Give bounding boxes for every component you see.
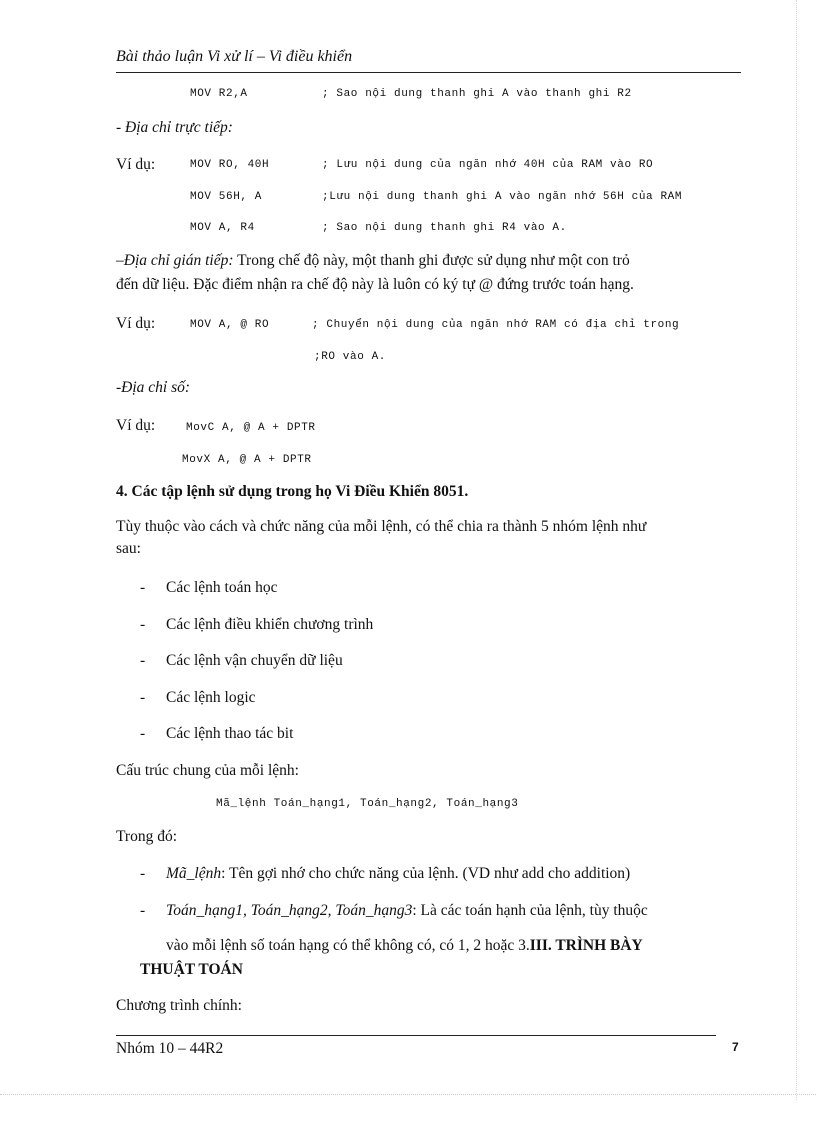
list-item: - [140, 865, 146, 882]
section-heading: 4. Các tập lệnh sử dụng trong họ Vi Điều Khiển 8051. [116, 483, 469, 500]
indirect-text: Trong chế độ này, một thanh ghi được sử dụng như một con trỏ [233, 252, 630, 269]
list-item: - [140, 652, 146, 669]
definition-text: : Là các toán hạnh của lệnh, tùy thuộc [412, 902, 648, 919]
example-label: Ví dụ: [116, 417, 156, 434]
page-bottom-dotted-rule [0, 1094, 816, 1095]
list-item: - [140, 616, 146, 633]
definition-term: Toán_hạng1, Toán_hạng2, Toán_hạng3 [166, 902, 413, 919]
code-comment: ; Sao nội dung thanh ghi A vào thanh ghi R2 [322, 88, 632, 100]
code-line: MOV 56H, A [190, 191, 263, 203]
example-label: Ví dụ: [116, 315, 156, 332]
list-item-text: Các lệnh logic [166, 689, 256, 706]
definition-term: Mã_lệnh [166, 865, 222, 882]
page-header-title: Bài thảo luận Vi xử lí – Vi điều khiển [116, 48, 353, 65]
structure-label: Cấu trúc chung của mỗi lệnh: [116, 762, 299, 779]
indexed-address-label: -Địa chỉ số: [116, 379, 191, 396]
footer-group: Nhóm 10 – 44R2 [116, 1040, 224, 1057]
definition-text: vào mỗi lệnh số toán hạng có thể không có, có 1, 2 hoặc 3. [166, 937, 530, 954]
page-number: 7 [732, 1040, 739, 1054]
code-comment: ; Lưu nội dung của ngăn nhớ 40H của RAM vào RO [322, 159, 654, 171]
intro-paragraph-line2: sau: [116, 540, 141, 557]
indirect-paragraph-line2: đến dữ liệu. Đặc điểm nhận ra chế độ này là luôn có ký tự @ đứng trước toán hạng. [116, 276, 634, 293]
code-comment: ; Sao nội dung thanh ghi R4 vào A. [322, 222, 567, 234]
where-label: Trong đó: [116, 828, 178, 845]
direct-address-label: - Địa chỉ trực tiếp: [116, 119, 233, 136]
list-item: - [140, 725, 146, 742]
indirect-paragraph-line1 [116, 252, 630, 270]
definition-line [166, 902, 648, 920]
section-heading-continued: THUẬT TOÁN [140, 961, 243, 978]
code-line: MOV RO, 40H [190, 159, 270, 171]
code-line: MovC A, @ A + DPTR [186, 422, 316, 434]
section-heading: III. TRÌNH BÀY [529, 937, 643, 954]
code-line: MOV A, @ RO [190, 319, 270, 331]
example-label: Ví dụ: [116, 156, 156, 173]
list-item-text: Các lệnh vận chuyển dữ liệu [166, 652, 343, 669]
intro-paragraph-line1: Tùy thuộc vào cách và chức năng của mỗi lệnh, có thể chia ra thành 5 nhóm lệnh như [116, 518, 647, 535]
code-comment: ;Lưu nội dung thanh ghi A vào ngăn nhớ 56H của RAM [322, 191, 683, 203]
code-line: MOV A, R4 [190, 222, 255, 234]
list-item: - [140, 579, 146, 596]
definition-line2 [166, 937, 643, 955]
main-program-label: Chương trình chính: [116, 997, 242, 1014]
code-line: MovX A, @ A + DPTR [182, 454, 312, 466]
list-item-text: Các lệnh điều khiển chương trình [166, 616, 374, 633]
page-right-dotted-rule [796, 0, 797, 1100]
list-item: - [140, 689, 146, 706]
structure-code: Mã_lệnh Toán_hạng1, Toán_hạng2, Toán_hạng3 [216, 798, 519, 810]
code-comment: ;RO vào A. [314, 351, 387, 363]
definition-line [166, 865, 630, 883]
header-rule [116, 72, 741, 73]
code-line: MOV R2,A [190, 88, 248, 100]
indirect-address-label: –Địa chỉ gián tiếp: [116, 252, 234, 269]
footer-rule [116, 1035, 716, 1036]
list-item-text: Các lệnh toán học [166, 579, 278, 596]
list-item-text: Các lệnh thao tác bit [166, 725, 294, 742]
list-item: - [140, 902, 146, 919]
definition-text: : Tên gợi nhớ cho chức năng của lệnh. (VD như add cho addition) [221, 865, 631, 882]
code-comment: ; Chuyển nội dung của ngăn nhớ RAM có địa chỉ trong [312, 319, 680, 331]
